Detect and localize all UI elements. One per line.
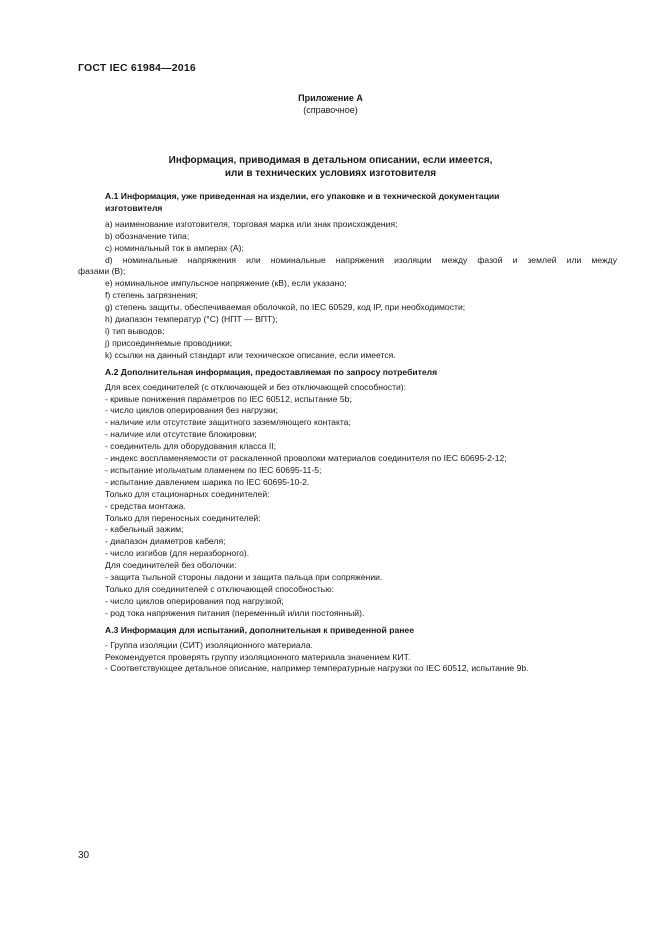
list-item: - Соответствующее детальное описание, например температурные нагрузки по IEC 60512, испытание 9b. (105, 663, 529, 674)
page-number: 30 (78, 850, 90, 861)
list-item: - испытание давлением шарика по IEC 60695-10-2. (105, 476, 310, 487)
document-body (78, 191, 617, 675)
appendix-title: Приложение А (298, 93, 363, 103)
list-item: Для соединителей без оболочки: (105, 560, 237, 571)
list-item: - соединитель для оборудования класса II; (105, 441, 277, 452)
list-item: - наличие или отсутствие защитного заземляющего контакта; (105, 417, 351, 428)
section-a1-heading-line-2: изготовителя (105, 202, 163, 213)
list-item: j) присоединяемые проводники; (105, 337, 233, 348)
list-item: e) номинальное импульсное напряжение (кВ), если указано; (105, 278, 347, 289)
list-item: - защита тыльной стороны ладони и защита пальца при сопряжении. (105, 572, 383, 583)
list-item: - число циклов оперирования под нагрузкой; (105, 595, 284, 606)
section-a1-heading-line-1: А.1 Информация, уже приведенная на изделии, его упаковке и в технической документации (105, 191, 500, 201)
appendix-subtitle: (справочное) (303, 105, 358, 115)
list-item: h) диапазон температур (°С) (НПТ — ВПТ); (105, 314, 278, 325)
list-item: Только для стационарных соединителей: (105, 488, 270, 499)
list-item: Только для соединителей с отключающей способностью: (105, 584, 335, 594)
list-item: f) степень загрязнения; (105, 290, 198, 301)
list-item: k) ссылки на данный стандарт или техническое описание, если имеется. (105, 349, 396, 360)
list-item: - наличие или отсутствие блокировки; (105, 429, 257, 440)
list-item: - кабельный зажим; (105, 524, 184, 535)
main-title (0, 154, 661, 180)
list-item: - число изгибов (для неразборного). (105, 548, 250, 559)
list-item: i) тип выводов; (105, 325, 165, 336)
list-item: b) обозначение типа; (105, 230, 190, 241)
list-item: c) номинальный ток в амперах (А); (105, 242, 244, 253)
appendix-block (0, 92, 661, 116)
list-item-continuation: фазами (В); (78, 266, 126, 277)
section-a3-heading: А.3 Информация для испытаний, дополнительная к приведенной ранее (105, 624, 414, 635)
main-title-line-1: Информация, приводимая в детальном описании, если имеется, (168, 155, 493, 166)
list-item: - кривые понижения параметров по IEC 60512, испытание 5b; (105, 393, 352, 404)
document-id-header: ГОСТ IEC 61984—2016 (78, 62, 196, 74)
list-item: - род тока напряжения питания (переменный и/или постоянный). (105, 607, 365, 618)
list-item: - испытание игольчатым пламенем по IEC 60695-11-5; (105, 464, 322, 475)
list-item: Рекомендуется проверять группу изоляционного материала значением КИТ. (105, 651, 411, 662)
list-item: - индекс воспламеняемости от раскаленной проволоки материалов соединителя по IEC 60695-2-12; (105, 453, 507, 464)
list-item: Только для переносных соединителей: (105, 512, 261, 523)
list-item: g) степень защиты, обеспечиваемая оболочкой, по IEC 60529, код IP, при необходимости; (105, 302, 466, 313)
list-item: - средства монтажа. (105, 500, 186, 511)
list-item: a) наименование изготовителя, торговая марка или знак происхождения; (105, 218, 398, 229)
list-item: - Группа изоляции (СИТ) изоляционного материала. (105, 639, 313, 650)
list-item: - число циклов оперирования без нагрузки; (105, 405, 278, 416)
main-title-line-2: или в технических условиях изготовителя (224, 168, 437, 179)
list-item: d) номинальные напряжения или номинальные напряжения изоляции между фазой и землей или между (105, 254, 617, 265)
list-item: - диапазон диаметров кабеля; (105, 536, 226, 547)
section-a2-heading: А.2 Дополнительная информация, предоставляемая по запросу потребителя (105, 366, 438, 377)
list-item: Для всех соединителей (с отключающей и без отключающей способности): (105, 381, 407, 392)
section-a1-heading (105, 191, 617, 215)
